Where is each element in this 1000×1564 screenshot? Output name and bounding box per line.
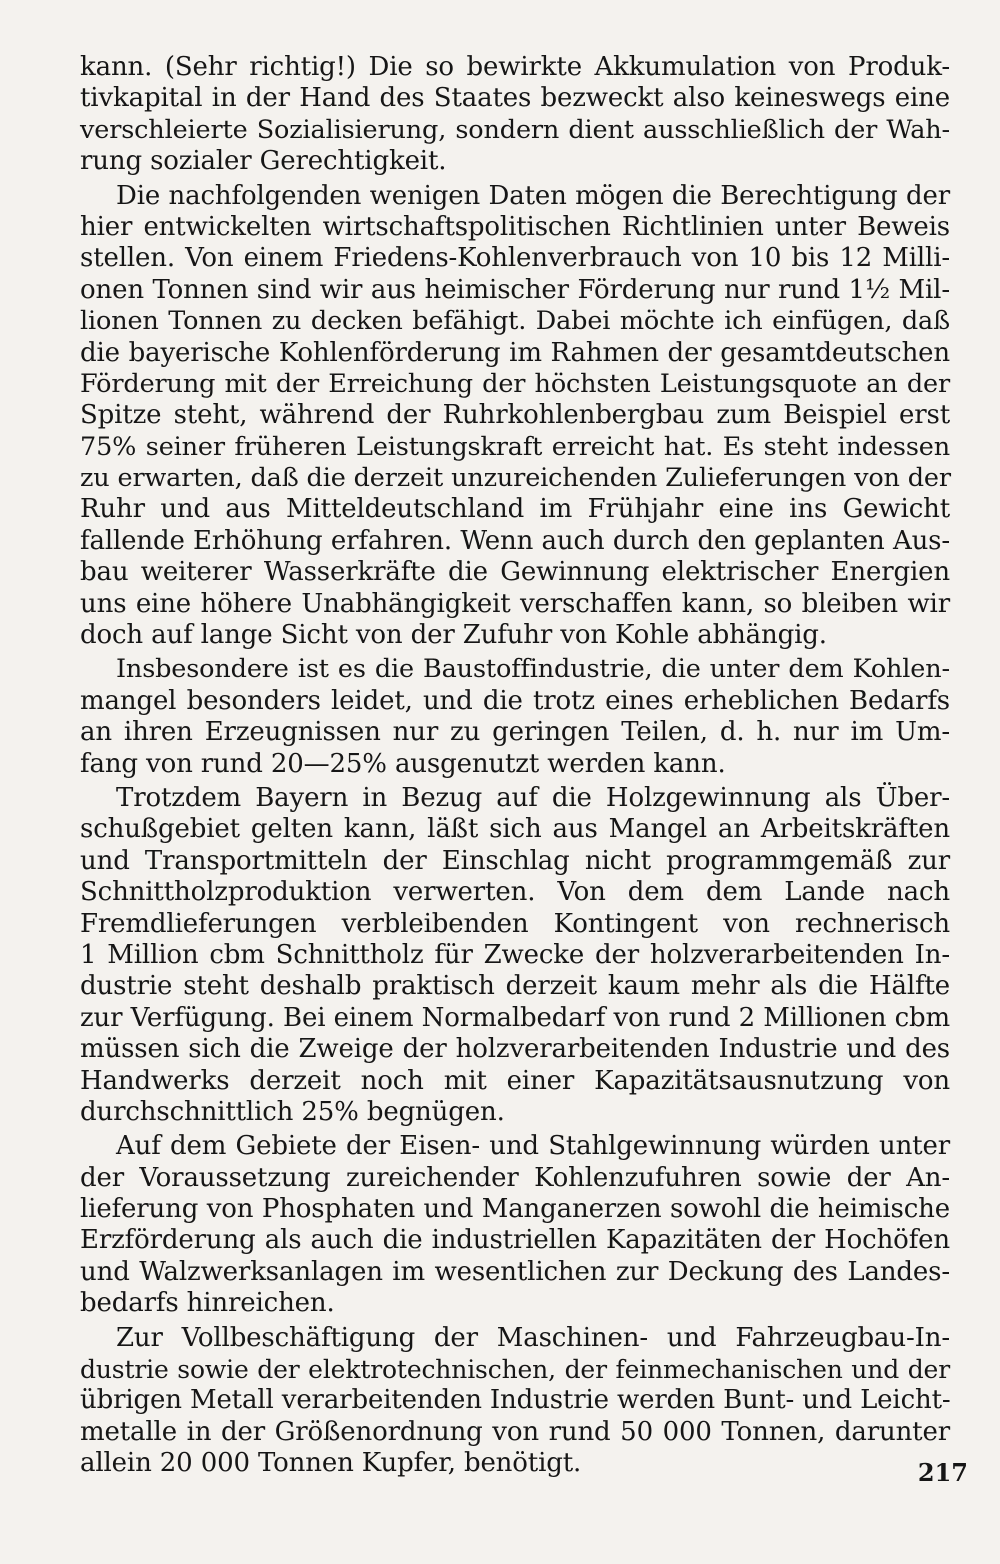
text-line: lionen Tonnen zu decken befähigt. Dabei möchte ich einfügen, daß [80, 306, 950, 337]
text-line: Ruhr und aus Mitteldeutschland im Frühjahr eine ins Gewicht [80, 494, 950, 525]
text-line: dustrie sowie der elektrotechnischen, der feinmechanischen und der [80, 1355, 950, 1385]
text-line: rung sozialer Gerechtigkeit. [80, 146, 447, 177]
paragraph [80, 1323, 950, 1480]
page-number: 217 [917, 1458, 968, 1487]
text-line: Trotzdem Bayern in Bezug auf die Holzgewinnung als Über- [116, 782, 950, 813]
text-line: onen Tonnen sind wir aus heimischer Förderung nur rund 1½ Mil- [80, 274, 950, 305]
text-line: der Voraussetzung zureichender Kohlenzufuhren sowie der An- [80, 1162, 950, 1193]
paragraph [80, 181, 950, 652]
text-line: lieferung von Phosphaten und Manganerzen sowohl die heimische [80, 1194, 950, 1225]
body-text [80, 52, 950, 1480]
text-line: Fremdlieferungen verbleibenden Kontingent von rechnerisch [80, 908, 950, 939]
text-line: Zur Vollbeschäftigung der Maschinen- und Fahrzeugbau-In- [116, 1322, 950, 1353]
text-line: zur Verfügung. Bei einem Normalbedarf von rund 2 Millionen cbm [80, 1002, 950, 1033]
text-line: kann. (Sehr richtig!) Die so bewirkte Akkumulation von Produk- [80, 52, 950, 82]
text-line: und Walzwerksanlagen im wesentlichen zur Deckung des Landes- [80, 1256, 950, 1287]
text-line: müssen sich die Zweige der holzverarbeitenden Industrie und des [80, 1034, 950, 1065]
text-line: fallende Erhöhung erfahren. Wenn auch durch den geplanten Aus- [80, 525, 950, 556]
text-line: durchschnittlich 25% begnügen. [80, 1096, 505, 1127]
text-line: allein 20 000 Tonnen Kupfer, benötigt. [80, 1448, 582, 1479]
text-line: übrigen Metall verarbeitenden Industrie werden Bunt- und Leicht- [80, 1385, 951, 1416]
paragraph [80, 654, 950, 780]
text-line: an ihren Erzeugnissen nur zu geringen Teilen, d. h. nur im Um- [80, 717, 950, 748]
text-line: uns eine höhere Unabhängigkeit verschaffen kann, so bleiben wir [80, 588, 950, 619]
text-line: 1 Million cbm Schnittholz für Zwecke der holzverarbeitenden In- [80, 939, 950, 970]
text-line: zu erwarten, daß die derzeit unzureichenden Zulieferungen von der [80, 463, 951, 494]
text-line: verschleierte Sozialisierung, sondern dient ausschließlich der Wah- [80, 114, 950, 145]
paragraph [80, 783, 950, 1128]
text-line: Schnittholzproduktion verwerten. Von dem dem Lande nach [80, 877, 950, 908]
text-line: die bayerische Kohlenförderung im Rahmen der gesamtdeutschen [80, 337, 950, 368]
text-line: metalle in der Größenordnung von rund 50 000 Tonnen, darunter [80, 1416, 950, 1447]
text-line: 75% seiner früheren Leistungskraft erreicht hat. Es steht indessen [80, 431, 950, 462]
text-line: hier entwickelten wirtschaftspolitischen Richtlinien unter Beweis [80, 211, 950, 242]
text-line: doch auf lange Sicht von der Zufuhr von Kohle abhängig. [80, 620, 827, 651]
text-line: Insbesondere ist es die Baustoffindustrie, die unter dem Kohlen- [116, 654, 950, 685]
text-line: schußgebiet gelten kann, läßt sich aus Mangel an Arbeitskräften [80, 814, 950, 845]
text-line: Handwerks derzeit noch mit einer Kapazitätsausnutzung von [80, 1065, 950, 1096]
text-line: dustrie steht deshalb praktisch derzeit kaum mehr als die Hälfte [80, 971, 950, 1002]
text-line: Erzförderung als auch die industriellen Kapazitäten der Hochöfen [80, 1225, 950, 1256]
text-line: stellen. Von einem Friedens-Kohlenverbrauch von 10 bis 12 Milli- [80, 243, 950, 274]
text-line: mangel besonders leidet, und die trotz eines erheblichen Bedarfs [80, 685, 950, 716]
text-line: bau weiterer Wasserkräfte die Gewinnung elektrischer Energien [80, 557, 950, 588]
paragraph [80, 1131, 950, 1319]
paragraph [80, 52, 950, 178]
text-line: fang von rund 20—25% ausgenutzt werden kann. [80, 748, 726, 779]
text-line: Förderung mit der Erreichung der höchsten Leistungsquote an der [80, 368, 950, 399]
text-line: tivkapital in der Hand des Staates bezweckt also keineswegs eine [80, 83, 950, 114]
text-line: und Transportmitteln der Einschlag nicht programmgemäß zur [80, 845, 950, 876]
text-line: bedarfs hinreichen. [80, 1288, 335, 1319]
text-line: Spitze steht, während der Ruhrkohlenbergbau zum Beispiel erst [80, 400, 950, 431]
text-line: Die nachfolgenden wenigen Daten mögen die Berechtigung der [116, 180, 950, 211]
text-line: Auf dem Gebiete der Eisen- und Stahlgewinnung würden unter [116, 1131, 950, 1162]
